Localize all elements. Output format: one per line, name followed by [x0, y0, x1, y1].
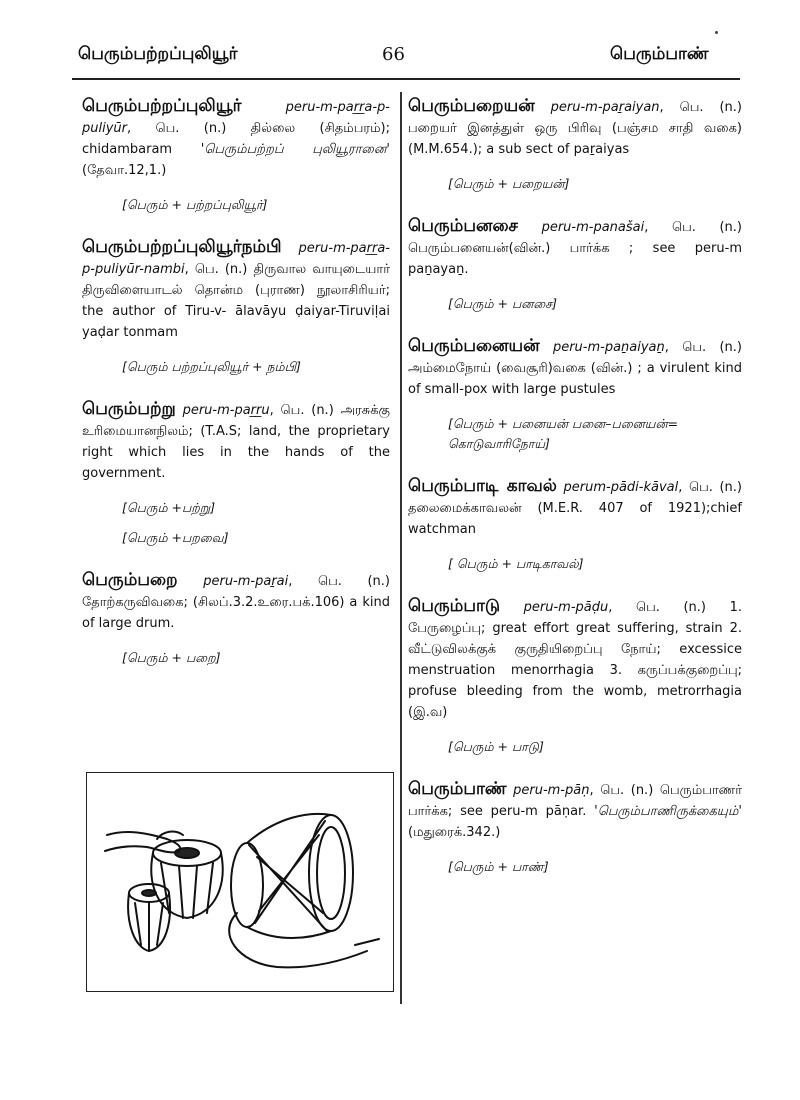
transliteration: peru-m-par̲r̲a-p-puliyūr-nambi	[82, 241, 390, 277]
etymology: [பெரும் + பனசை]	[448, 296, 558, 311]
etymology: [பெரும் + பறையன்]	[448, 176, 570, 191]
definition: , பெ. (n.) தில்லை (சிதம்பரம்); chidambaram	[82, 121, 390, 157]
dictionary-entry	[82, 237, 390, 377]
dictionary-entry	[408, 596, 742, 757]
etymology: [பெரும் பற்றப்புலியூர் + நம்பி]	[122, 359, 301, 374]
running-head-left: பெரும்பற்றப்புலியூர்	[78, 44, 238, 64]
definition: , பெ. (n.) பறையர் இனத்துள் ஒரு பிரிவு (பஞ்சம சாதி வகை) (M.M.654.); a sub sect of paṟaiyas	[408, 100, 742, 157]
definition: , பெ. (n.) திருவால வாயுடையார் திருவிளையாடல் தொன்ம (புராண) நூலாசிரியர்; the author of Tiru-v- ālavāyu ḍaiyar-Tiruviḷai yaḍar tonmam	[82, 262, 390, 340]
headword: பெரும்பற்று	[82, 399, 176, 419]
transliteration: peru-m-par̲r̲u	[182, 403, 270, 418]
transliteration: peru-m-paṟai	[203, 574, 289, 589]
headword: பெரும்பறை	[82, 570, 178, 590]
headword: பெரும்பனையன்	[408, 336, 540, 356]
etymology: [பெரும் + பற்றப்புலியூர்]	[122, 197, 268, 212]
column-divider	[400, 92, 402, 1004]
transliteration: peru-m-paṉaiyaṉ	[552, 340, 665, 355]
transliteration: peru-m-paṟaiyan	[550, 100, 660, 115]
citation: (மதுரைக்.342.)	[408, 825, 501, 840]
transliteration: perum-pādi-kāval	[563, 480, 679, 495]
dictionary-entry	[82, 399, 390, 548]
definition: , பெ. (n.) பெரும்பாணர் பார்க்க; see peru-m pāṇar.	[408, 783, 742, 819]
etymology: [பெரும் + பாண்]	[448, 859, 549, 874]
headword: பெரும்பறையன்	[408, 96, 535, 116]
transliteration: peru-m-pāḍu	[523, 600, 609, 615]
definition: , பெ. (n.) பெரும்பனையன்(வின்.) பார்க்க ; see peru-m paṉayaṉ.	[408, 220, 742, 277]
left-column	[82, 96, 390, 690]
headword: பெரும்பற்றப்புலியூர்	[82, 96, 242, 116]
etymology: [பெரும் + பனையன் பனை–பனையன்= கொடுவாரிநோய்]	[448, 416, 679, 451]
definition: , பெ. (n.) தோற்கருவிவகை; (சிலப்.3.2.உரை.பக்.106) a kind of large drum.	[82, 574, 390, 631]
etymology: [பெரும் + பாடு]	[448, 739, 544, 754]
drums-icon	[87, 773, 393, 991]
dictionary-entry	[408, 779, 742, 877]
quotation: 'பெரும்பாணிருக்கையும்'	[586, 804, 742, 819]
dictionary-entry	[82, 96, 390, 215]
dictionary-entry	[408, 96, 742, 194]
dictionary-entry	[408, 336, 742, 454]
drums-illustration	[86, 772, 394, 992]
transliteration: peru-m-panašai	[541, 220, 645, 235]
header-rule	[72, 78, 740, 80]
dictionary-entry	[408, 216, 742, 314]
dictionary-entry	[408, 476, 742, 574]
etymology: [ பெரும் + பாடிகாவல்]	[448, 556, 584, 571]
right-column	[408, 96, 742, 899]
headword: பெரும்பாடு	[408, 596, 501, 616]
headword: பெரும்பற்றப்புலியூர்நம்பி	[82, 237, 282, 257]
page-number: 66	[382, 44, 405, 65]
quotation: 'பெரும்பற்றப் புலியூரானை'	[200, 142, 390, 157]
dictionary-entry	[82, 570, 390, 668]
headword: பெரும்பனசை	[408, 216, 518, 236]
transliteration: peru-m-pāṇ	[513, 783, 590, 798]
transliteration: peru-m-par̲r̲a-p-puliyūr	[82, 100, 390, 136]
headword: பெரும்பாண்	[408, 779, 507, 799]
definition: , பெ. (n.) 1. பேருழைப்பு; great effort great suffering, strain 2. வீட்டுவிலக்குக் குருதியிறைப்பு நோய்; excessice menstruation menorrhagia 3. கருப்பக்குறைப்பு; profuse bleeding from the womb, metrorrhagia (இ.வ)	[408, 600, 743, 720]
running-head-right: பெரும்பாண்	[610, 44, 709, 64]
etymology: [பெரும் + பறை]	[122, 650, 221, 665]
definition: , பெ. (n.) அரசுக்கு உரிமையானநிலம்; (T.A.S; land, the proprietary right which lies in the hands of the government.	[82, 403, 391, 481]
definition: , பெ. (n.) அம்மைநோய் (வைசூரி)வகை (வின்.) ; a virulent kind of small-pox with large pustules	[408, 340, 742, 397]
citation: (தேவா.12,1.)	[82, 163, 167, 178]
headword: பெரும்பாடி காவல்	[408, 476, 557, 496]
speck-mark	[715, 31, 718, 34]
etymology: [பெரும் +பற்று]	[122, 500, 216, 515]
etymology: [பெரும் +பறவை]	[122, 530, 229, 545]
definition: , பெ. (n.) தலைமைக்காவலன் (M.E.R. 407 of 1921);chief watchman	[408, 480, 742, 537]
